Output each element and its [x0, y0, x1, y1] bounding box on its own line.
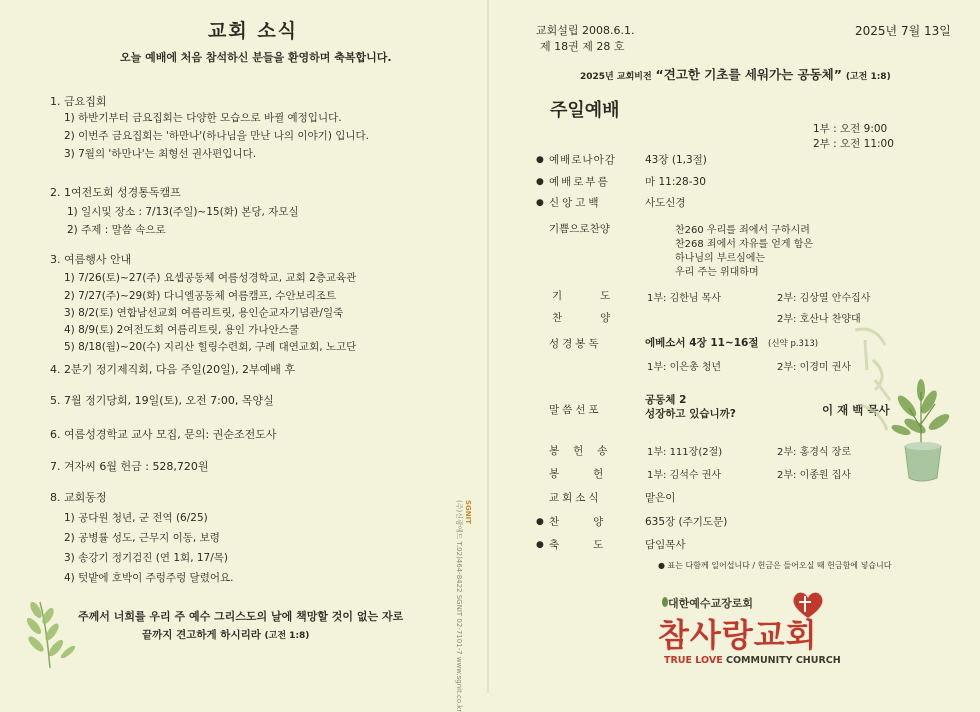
denomination: 대한예수교장로회: [668, 597, 754, 610]
news-value: 맡은이: [645, 492, 676, 504]
page-fold: [487, 0, 489, 693]
list-item: 4) 8/9(토) 2여전도회 여름리트릿, 용인 가나안스쿨: [64, 324, 300, 336]
order-value: 마 11:28-30: [645, 176, 706, 188]
standing-bullet-icon: ●: [536, 155, 544, 165]
church-english-1: TRUE LOVE: [664, 655, 723, 666]
blessing-value: 담임목사: [645, 539, 686, 551]
offering-song-1: 1부: 111장(2절): [647, 447, 723, 458]
order-value: 43장 (1,3절): [645, 154, 707, 166]
standing-bullet-icon: ●: [536, 540, 544, 550]
reading-passage: 에베소서 4장 11~16절: [645, 337, 759, 349]
church-name: 참사랑교회: [658, 616, 818, 654]
reading-page: (신약 p.313): [768, 339, 819, 349]
church-english-2: COMMUNITY CHURCH: [726, 655, 841, 666]
printer-contact: (주)신광애드 T.02)464-8422 SGNIT 02-7101-7 www.sgnit.co.kr: [455, 500, 463, 712]
service-title: 주일예배: [550, 100, 620, 121]
hymn-value: 635장 (주기도문): [645, 516, 728, 528]
order-label: 예배로부름: [549, 176, 610, 188]
order-label: 예배로나아감: [549, 154, 616, 166]
order-label: 성경봉독: [549, 338, 602, 350]
service-time-2: 2부 : 오전 11:00: [813, 138, 894, 150]
vision-prefix: 2025년 교회비전: [580, 72, 652, 82]
list-item: 2) 공병률 성도, 근무지 이동, 보령: [64, 532, 220, 544]
list-item: 2) 이번주 금요집회는 '하만나'(하나님을 만난 나의 이야기) 입니다.: [64, 130, 370, 142]
printer-text: [454, 500, 472, 712]
list-item: 1) 공다원 청년, 군 전역 (6/25): [64, 512, 208, 524]
section-heading: 6. 여름성경학교 교사 모집, 문의: 권순조전도사: [50, 428, 277, 441]
list-item: 2) 7/27(주)~29(화) 다니엘공동체 여름캠프, 수안보리조트: [64, 290, 337, 302]
section-heading: 2. 1여전도회 성경통독캠프: [50, 186, 181, 199]
order-value: 사도신경: [645, 197, 686, 209]
printer-brand: SGNIT: [464, 500, 472, 525]
section-heading: 8. 교회동정: [50, 491, 107, 504]
printer-info: [455, 500, 486, 712]
praise-song: 찬268 죄에서 자유를 얻게 함은: [675, 239, 814, 250]
vision-ref: (고전 1:8): [845, 72, 891, 82]
prayer-1: 1부: 김한님 목사: [647, 293, 722, 304]
section-heading: 3. 여름행사 안내: [50, 253, 132, 266]
standing-bullet-icon: ●: [536, 517, 544, 527]
welcome-text: 오늘 예배에 처음 참석하신 분들을 환영하며 축복합니다.: [120, 51, 392, 64]
section-heading: 5. 7월 정기당회, 19일(토), 오전 7:00, 목양실: [50, 394, 274, 407]
volume-number: 제 18권 제 28 호: [540, 40, 625, 53]
order-label: 말씀선포: [549, 404, 602, 416]
offering-1: 1부: 김석수 권사: [647, 470, 722, 481]
list-item: 3) 8/2(토) 연합남선교회 여름리트릿, 용인순교자기념관/일죽: [64, 307, 344, 319]
list-item: 4) 텃밭에 호박이 주렁주렁 달렸어요.: [64, 572, 234, 584]
choir-2: 2부: 호산나 찬양대: [777, 314, 861, 325]
offering-2: 2부: 이종원 집사: [777, 470, 852, 481]
standing-bullet-icon: ●: [536, 198, 544, 208]
preacher-name: 이 재 백 목사: [822, 403, 890, 417]
footer-verse-line1: 주께서 너희를 우리 주 예수 그리스도의 날에 책망할 것이 없는 자로: [78, 610, 404, 623]
order-label: 찬양: [549, 516, 638, 528]
order-label: 봉헌송: [549, 445, 622, 457]
list-item: 2) 주제 : 말씀 속으로: [67, 224, 166, 236]
section-heading: 1. 금요집회: [50, 95, 107, 108]
leaf-decoration-icon: [18, 596, 88, 668]
founded-date: 교회설립 2008.6.1.: [536, 24, 635, 37]
order-label: 축도: [549, 539, 638, 551]
footer-verse-text: 끝까지 견고하게 하시리라: [142, 629, 261, 641]
list-item: 3) 7월의 '하만나'는 최형선 권사편입니다.: [64, 148, 257, 160]
service-time-1: 1부 : 오전 9:00: [813, 123, 888, 135]
offering-song-2: 2부: 홍경식 장로: [777, 447, 852, 458]
section-heading: 4. 2분기 정기제직회, 다음 주일(20일), 2부예배 후: [50, 363, 296, 376]
sermon-series: 공동체 2: [645, 394, 687, 406]
order-label: 기도: [552, 290, 649, 302]
church-english-name: [664, 655, 841, 666]
church-vision: [580, 65, 891, 83]
footer-verse-ref: (고전 1:8): [264, 631, 310, 641]
prayer-2: 2부: 김상열 안수집사: [777, 293, 871, 304]
list-item: 1) 하반기부터 금요집회는 다양한 모습으로 바뀔 예정입니다.: [64, 112, 342, 124]
vision-title: “견고한 기초를 세워가는 공동체”: [655, 67, 842, 82]
bulletin-date: 2025년 7월 13일: [855, 24, 951, 38]
praise-song: 찬260 우리를 죄에서 구하시려: [675, 225, 810, 236]
footer-verse-line2: [142, 627, 309, 642]
sermon-title: 성장하고 있습니까?: [645, 408, 736, 420]
list-item: 3) 송강기 정기검진 (연 1회, 17/목): [64, 552, 229, 564]
order-label: 찬양: [552, 312, 649, 324]
standing-note: ● 표는 다함께 일어섭니다 / 헌금은 들어오실 때 헌금함에 넣습니다: [658, 561, 892, 570]
left-title: 교회 소식: [208, 20, 299, 42]
order-label: 봉헌: [549, 468, 638, 480]
list-item: 1) 7/26(토)~27(주) 요셉공동체 여름성경학교, 교회 2층교육관: [64, 272, 357, 284]
watermark-calligraphy-icon: [845, 320, 905, 440]
reading-2: 2부: 이경미 권사: [777, 362, 852, 373]
standing-bullet-icon: ●: [536, 177, 544, 187]
order-label: 교회소식: [549, 492, 602, 504]
order-label: 신앙고백: [549, 197, 602, 209]
praise-song: 하나님의 부르심에는: [675, 253, 766, 264]
order-label: 기쁨으로찬양: [549, 223, 610, 235]
section-heading: 7. 겨자씨 6월 헌금 : 528,720원: [50, 460, 209, 473]
praise-song: 우리 주는 위대하며: [675, 267, 759, 278]
list-item: 1) 일시및 장소 : 7/13(주일)~15(화) 본당, 자모실: [67, 206, 299, 218]
list-item: 5) 8/18(월)~20(수) 지리산 힐링수련회, 구례 대연교회, 노고단: [64, 341, 357, 353]
reading-1: 1부: 이은총 청년: [647, 362, 722, 373]
